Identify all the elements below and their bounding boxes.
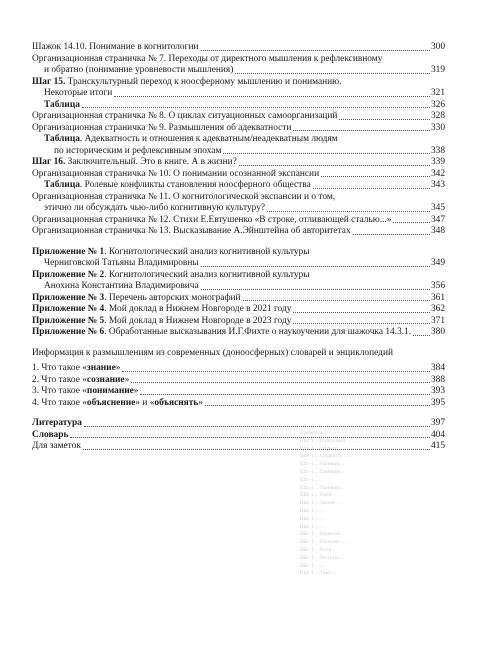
dot-leader <box>393 222 429 223</box>
bleed-line: Шаг 1 ... Пересказ ... <box>300 531 346 538</box>
page-number: 347 <box>430 214 445 225</box>
dot-leader <box>235 73 430 74</box>
toc-entry <box>32 123 445 135</box>
bleed-line: Шаг 1 ... Знание ... <box>300 500 341 507</box>
entry-title: Таблица. Ролевые конфликты становления ноосферного общества <box>44 180 311 190</box>
bleed-line: Шаг 1 ... Принцип ... <box>300 468 346 475</box>
toc-entry <box>32 192 445 204</box>
entry-title: по историческим и рефлексивным эпохам <box>54 145 222 156</box>
dot-leader <box>131 382 430 383</box>
entry-title: Черниговской Татьяны Владимировны <box>44 258 199 268</box>
entry-title: Шаг 16. Заключительный. Это в книге. А в жизни? <box>32 157 237 167</box>
dot-leader <box>201 50 430 51</box>
toc-entry <box>32 77 445 89</box>
bleed-line: Шаг 1 ... ... <box>300 507 324 514</box>
entry-title: и обратно (понимание уровневости мышления) <box>44 65 234 75</box>
entry-title: Таблица. Адекватность и отношения к адекватным/неадекватным людям <box>44 134 338 144</box>
toc-entry <box>32 146 445 158</box>
bleed-line: Шаг 1 ... Сущность ... ... <box>300 453 353 460</box>
entry-title: 1. Что такое «знание» <box>32 363 121 373</box>
question-entry <box>32 386 445 398</box>
question-entry <box>32 375 445 387</box>
toc-entry <box>32 42 445 54</box>
dot-leader <box>293 312 430 313</box>
appendix-entry <box>32 281 445 293</box>
entry-title: Приложение № 2. Когнитологический анализ когнитивной культуры <box>32 269 310 280</box>
page-number: 339 <box>430 157 445 167</box>
toc-end-section <box>32 418 468 453</box>
entry-title: Словарь <box>32 429 69 440</box>
appendix-entry <box>32 304 445 316</box>
page-number: 393 <box>430 386 445 396</box>
table-of-contents <box>32 42 468 453</box>
dot-leader <box>267 211 430 212</box>
entry-title: Таблица <box>44 99 80 110</box>
page-number: 384 <box>430 363 445 373</box>
bleed-line: Шаг 1 ... Принцип ... <box>300 484 346 491</box>
dot-leader <box>321 176 430 177</box>
toc-entry <box>32 134 445 146</box>
dot-leader <box>70 437 430 438</box>
toc-entry <box>32 169 445 181</box>
page-number: 345 <box>430 203 445 213</box>
entry-title: Приложение № 6. Обработанные высказывания И.Г.Фихте о наукоучении для шажочка 14.3.1. <box>32 327 412 337</box>
dot-leader <box>201 266 430 267</box>
page-number: 371 <box>430 315 445 326</box>
entry-title: Приложение № 4. Мой доклад в Нижнем Новгороде в 2021 году <box>32 304 292 314</box>
bleed-line: Шаг 1 ... Эффект ... <box>300 445 343 452</box>
entry-title: Организационная страничка № 11. О когнитологической экспансии и о том, <box>32 191 336 202</box>
toc-entry <box>32 180 445 192</box>
entry-title: Организационная страничка № 13. Высказывание А.Эйнштейна об авторитетах <box>32 226 351 236</box>
entry-title: Организационная страничка № 7. Переходы от директного мышления к рефлексивному <box>32 53 383 64</box>
question-entry <box>32 398 445 410</box>
entry-title: Шажок 14.10. Понимание в когнитологии <box>32 42 199 52</box>
page-number: 397 <box>430 418 445 428</box>
toc-entry <box>32 157 445 169</box>
entry-title: Некоторые итоги <box>44 88 113 98</box>
toc-questions-section <box>32 363 468 409</box>
page-number: 326 <box>430 99 445 110</box>
toc-entry <box>32 215 445 227</box>
toc-entry <box>32 54 445 66</box>
dot-leader <box>140 394 429 395</box>
toc-entry <box>32 226 445 238</box>
entry-title: Приложение № 3. Перечень авторских монографий <box>32 292 241 303</box>
info-heading: Информация к размышлениям из современных (доноосферных) словарей и энциклопедий <box>32 347 393 358</box>
bleed-line: Шаг 1 ... ... <box>300 562 324 569</box>
appendix-entry <box>32 316 445 328</box>
page-number: 300 <box>430 42 445 52</box>
page-number: 319 <box>430 65 445 75</box>
entry-title: Организационная страничка № 10. О понимании осознанной экспансии <box>32 168 320 179</box>
entry-title: 3. Что такое «понимание» <box>32 386 139 396</box>
toc-entry <box>32 65 445 77</box>
page-number: 380 <box>430 327 445 337</box>
toc-appendices-section <box>32 247 468 339</box>
toc-entry <box>32 111 445 123</box>
dot-leader <box>413 335 430 336</box>
dot-leader <box>239 165 430 166</box>
dot-leader <box>122 371 430 372</box>
dot-leader <box>83 449 430 450</box>
bleed-line: Шаг 1 ... ... <box>300 515 324 522</box>
page-number: 415 <box>430 441 445 451</box>
dot-leader <box>313 188 430 189</box>
end-entry <box>32 418 445 430</box>
page-number: 328 <box>430 111 445 121</box>
dot-leader <box>114 96 430 97</box>
appendix-entry <box>32 270 445 282</box>
appendix-entry <box>32 327 445 339</box>
dot-leader <box>84 426 430 427</box>
appendix-entry <box>32 258 445 270</box>
end-entry <box>32 441 445 453</box>
entry-title: Организационная страничка № 12. Стихи Е.Евтушенко «В строке, отливающей сталью...» <box>32 214 392 225</box>
bleed-line: Шаг 1 ... Понятие ... ... <box>300 539 350 546</box>
page-number: 395 <box>430 397 445 408</box>
entry-title: Шаг 15. Транскультурный переход к ноосферному мышлению и пониманию. <box>32 76 342 87</box>
entry-title: этично ли обсуждать чью-либо когнитивную культуру? <box>44 203 266 213</box>
dot-leader <box>353 234 430 235</box>
end-entry <box>32 430 445 442</box>
page-number: 343 <box>430 180 445 190</box>
bleed-line: Проектная ........ <box>300 430 336 436</box>
toc-main-section <box>32 42 468 238</box>
entry-title: Анохина Константина Владимировича <box>44 281 199 291</box>
page-number: 338 <box>430 145 445 156</box>
page-number: 349 <box>430 258 445 268</box>
question-entry <box>32 363 445 375</box>
dot-leader <box>201 289 430 290</box>
page-number: 356 <box>430 281 445 291</box>
page-number: 330 <box>430 122 445 133</box>
entry-title: Литература <box>32 418 82 428</box>
bleed-line: Шаг 1 ... ... <box>300 523 324 530</box>
entry-title: Организационная страничка № 8. О циклах ситуационных самоорганизаций <box>32 111 338 121</box>
bleed-line: Шаг 1 ... Подготовка ... ... .. <box>300 437 360 444</box>
appendix-entry <box>32 293 445 305</box>
page-number: 361 <box>430 292 445 303</box>
bleed-line: Шаг 1 ... Принцип ... <box>300 461 346 468</box>
toc-entry <box>32 88 445 100</box>
dot-leader <box>82 107 430 108</box>
bleed-line: Шаг 1 ... Пути ... <box>300 546 337 553</box>
dot-leader <box>243 300 430 301</box>
page-number: 321 <box>430 88 445 98</box>
appendix-entry <box>32 247 445 259</box>
entry-title: Приложение № 5. Мой доклад в Нижнем Новгороде в 2023 году <box>32 315 292 326</box>
dot-leader <box>223 153 430 154</box>
dot-leader <box>205 405 430 406</box>
page-number: 342 <box>430 168 445 179</box>
entry-title: Для заметок <box>32 441 81 451</box>
entry-title: 2. Что такое «сознание» <box>32 374 130 385</box>
entry-title: Организационная страничка № 9. Размышления об адекватности <box>32 122 292 133</box>
entry-title: Приложение № 1. Когнитологический анализ когнитивной культуры <box>32 246 310 257</box>
bleed-line: Шаг 1 ... Идея ... <box>300 492 337 499</box>
dot-leader <box>293 130 430 131</box>
page-number: 362 <box>430 304 445 314</box>
toc-entry <box>32 100 445 112</box>
toc-entry <box>32 203 445 215</box>
page-number: 388 <box>430 374 445 385</box>
dot-leader <box>293 323 430 324</box>
page-number: 404 <box>430 429 445 440</box>
bleed-line: Шаг 1 ... Тема ... <box>300 570 337 577</box>
page-number: 348 <box>430 226 445 236</box>
dot-leader <box>339 119 430 120</box>
bleed-line: Шаг 1 ... ... ... <box>300 476 330 483</box>
bleed-line: Шаг 1 ... Ресурсы ... <box>300 554 344 561</box>
entry-title: 4. Что такое «объяснение» и «объяснять» <box>32 397 203 408</box>
